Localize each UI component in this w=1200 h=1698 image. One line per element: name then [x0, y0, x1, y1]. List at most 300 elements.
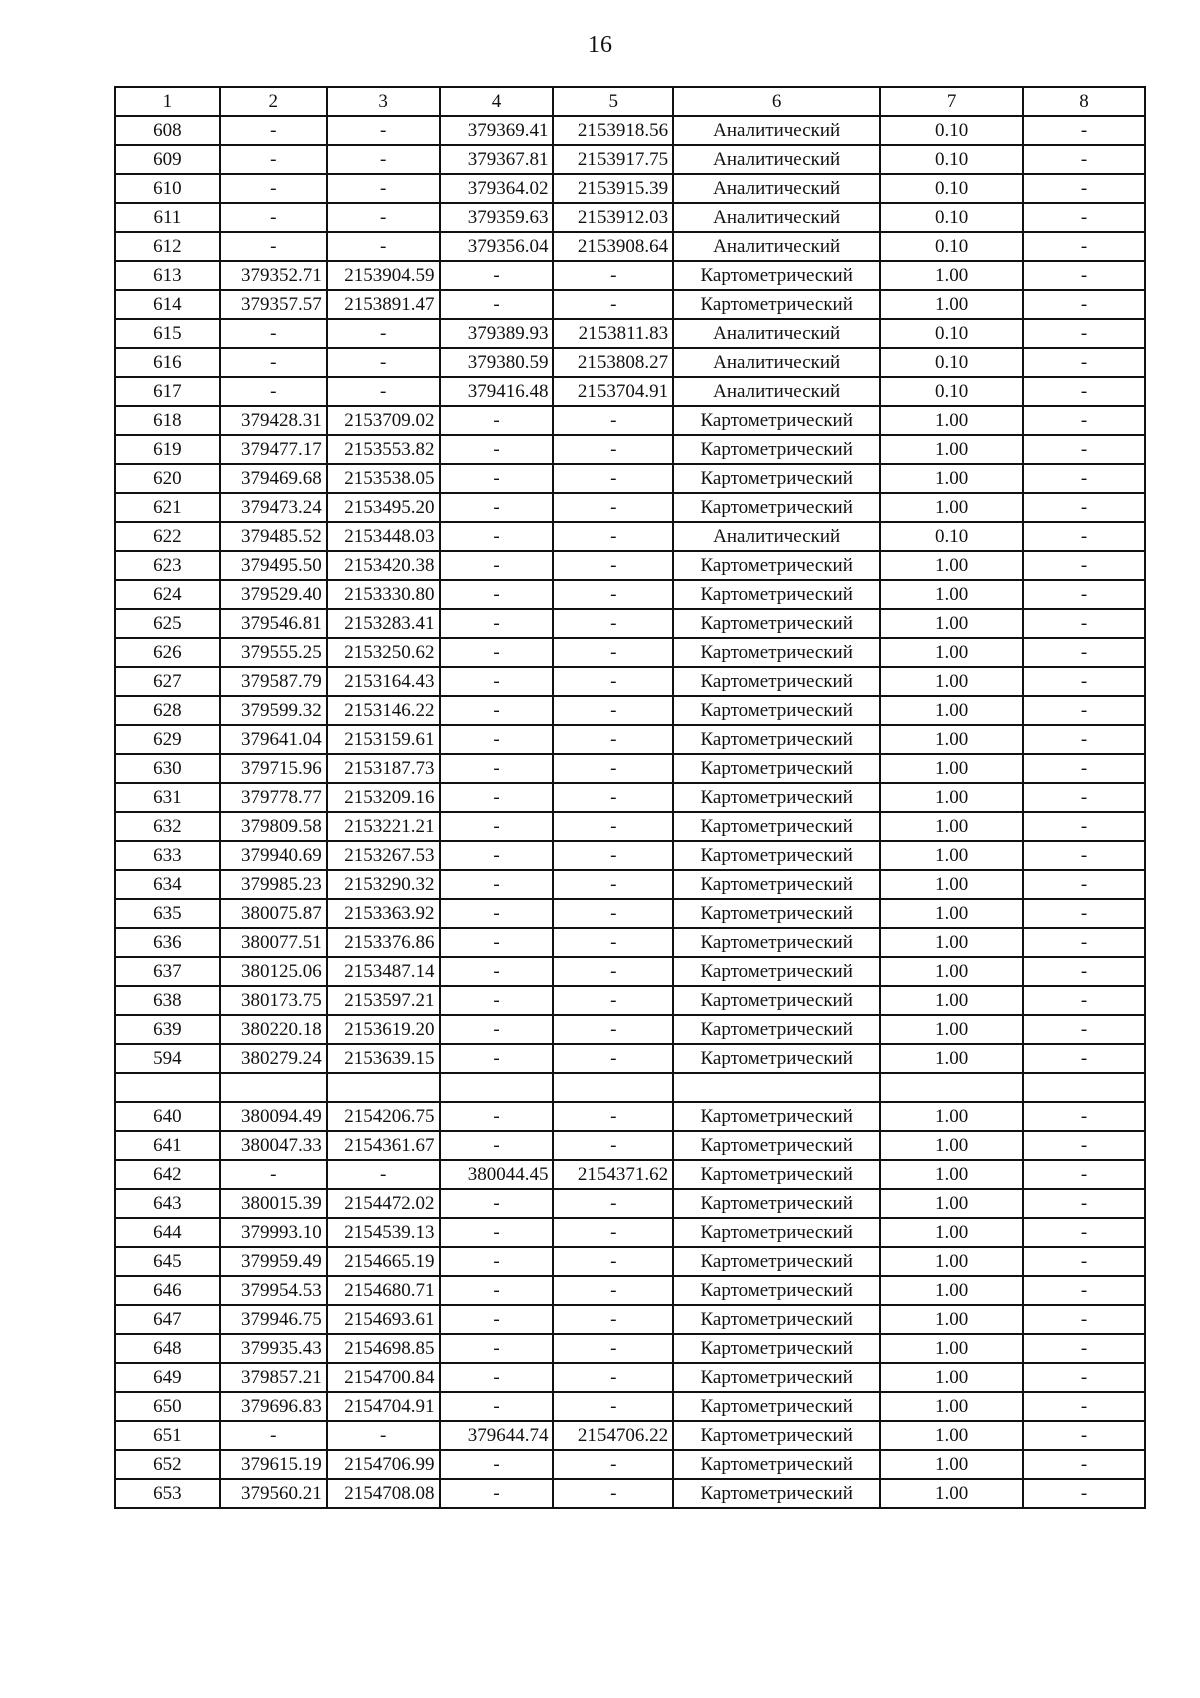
y-coord-alt-cell: -: [553, 290, 673, 319]
accuracy-cell: 1.00: [880, 1015, 1023, 1044]
method-cell: Аналитический: [673, 348, 880, 377]
accuracy-cell: 1.00: [880, 261, 1023, 290]
note-cell: -: [1023, 522, 1145, 551]
accuracy-cell: 0.10: [880, 348, 1023, 377]
y-coord-alt-cell: -: [553, 1363, 673, 1392]
y-coord-alt-cell: 2153917.75: [553, 145, 673, 174]
y-coord-alt-cell: 2154371.62: [553, 1160, 673, 1189]
method-cell: Картометрический: [673, 435, 880, 464]
x-coord-alt-cell: -: [440, 754, 554, 783]
note-cell: -: [1023, 145, 1145, 174]
point-number-cell: 633: [115, 841, 220, 870]
y-coord-alt-cell: 2153908.64: [553, 232, 673, 261]
x-coord-alt-cell: -: [440, 1102, 554, 1131]
y-coord-cell: 2154706.99: [327, 1450, 440, 1479]
method-cell: Аналитический: [673, 174, 880, 203]
y-coord-alt-cell: -: [553, 435, 673, 464]
y-coord-alt-cell: -: [553, 1334, 673, 1363]
method-cell: Картометрический: [673, 1392, 880, 1421]
accuracy-cell: 1.00: [880, 957, 1023, 986]
accuracy-cell: 0.10: [880, 319, 1023, 348]
note-cell: -: [1023, 754, 1145, 783]
point-number-cell: 617: [115, 377, 220, 406]
y-coord-cell: 2153221.21: [327, 812, 440, 841]
y-coord-alt-cell: 2153811.83: [553, 319, 673, 348]
x-coord-alt-cell: -: [440, 1334, 554, 1363]
table-row: [115, 348, 1145, 377]
method-cell: Картометрический: [673, 1305, 880, 1334]
note-cell: -: [1023, 841, 1145, 870]
y-coord-cell: 2153376.86: [327, 928, 440, 957]
note-cell: -: [1023, 638, 1145, 667]
y-coord-alt-cell: 2154706.22: [553, 1421, 673, 1450]
column-header: 1: [115, 87, 220, 116]
method-cell: Картометрический: [673, 638, 880, 667]
accuracy-cell: 1.00: [880, 551, 1023, 580]
y-coord-alt-cell: -: [553, 783, 673, 812]
x-coord-alt-cell: 380044.45: [440, 1160, 554, 1189]
x-coord-cell: -: [220, 1160, 327, 1189]
y-coord-cell: 2153250.62: [327, 638, 440, 667]
y-coord-cell: 2154472.02: [327, 1189, 440, 1218]
y-coord-alt-cell: 2153808.27: [553, 348, 673, 377]
note-cell: -: [1023, 1015, 1145, 1044]
column-header: 7: [880, 87, 1023, 116]
table-row: [115, 1218, 1145, 1247]
method-cell: Картометрический: [673, 1044, 880, 1073]
x-coord-cell: 379529.40: [220, 580, 327, 609]
table-row: [115, 1450, 1145, 1479]
note-cell: -: [1023, 261, 1145, 290]
point-number-cell: 620: [115, 464, 220, 493]
x-coord-cell: 379715.96: [220, 754, 327, 783]
y-coord-cell: 2153146.22: [327, 696, 440, 725]
note-cell: -: [1023, 1334, 1145, 1363]
x-coord-alt-cell: -: [440, 609, 554, 638]
x-coord-cell: 379809.58: [220, 812, 327, 841]
y-coord-cell: 2153597.21: [327, 986, 440, 1015]
y-coord-alt-cell: -: [553, 1015, 673, 1044]
table-row: [115, 1305, 1145, 1334]
note-cell: -: [1023, 1218, 1145, 1247]
accuracy-cell: 0.10: [880, 203, 1023, 232]
note-cell: -: [1023, 696, 1145, 725]
point-number-cell: 641: [115, 1131, 220, 1160]
y-coord-cell: 2153290.32: [327, 870, 440, 899]
x-coord-alt-cell: -: [440, 1450, 554, 1479]
x-coord-alt-cell: -: [440, 986, 554, 1015]
note-cell: -: [1023, 1160, 1145, 1189]
accuracy-cell: 1.00: [880, 1305, 1023, 1334]
method-cell: Картометрический: [673, 1218, 880, 1247]
y-coord-cell: 2153709.02: [327, 406, 440, 435]
method-cell: Картометрический: [673, 696, 880, 725]
point-number-cell: 635: [115, 899, 220, 928]
y-coord-cell: 2153420.38: [327, 551, 440, 580]
point-number-cell: 650: [115, 1392, 220, 1421]
note-cell: -: [1023, 986, 1145, 1015]
accuracy-cell: 1.00: [880, 290, 1023, 319]
method-cell: Аналитический: [673, 319, 880, 348]
table-row: [115, 899, 1145, 928]
point-number-cell: 652: [115, 1450, 220, 1479]
accuracy-cell: 1.00: [880, 812, 1023, 841]
x-coord-cell: 379587.79: [220, 667, 327, 696]
x-coord-alt-cell: -: [440, 1363, 554, 1392]
point-number-cell: 616: [115, 348, 220, 377]
method-cell: Картометрический: [673, 1479, 880, 1508]
point-number-cell: 638: [115, 986, 220, 1015]
method-cell: Картометрический: [673, 1247, 880, 1276]
y-coord-alt-cell: -: [553, 1276, 673, 1305]
note-cell: -: [1023, 870, 1145, 899]
note-cell: -: [1023, 464, 1145, 493]
x-coord-alt-cell: -: [440, 551, 554, 580]
y-coord-alt-cell: 2153915.39: [553, 174, 673, 203]
note-cell: -: [1023, 1479, 1145, 1508]
x-coord-alt-cell: -: [440, 1131, 554, 1160]
point-number-cell: 653: [115, 1479, 220, 1508]
note-cell: -: [1023, 290, 1145, 319]
table-row: [115, 1247, 1145, 1276]
y-coord-alt-cell: -: [553, 957, 673, 986]
accuracy-cell: 1.00: [880, 1247, 1023, 1276]
point-number-cell: 619: [115, 435, 220, 464]
y-coord-cell: 2154693.61: [327, 1305, 440, 1334]
method-cell: Картометрический: [673, 1102, 880, 1131]
y-coord-alt-cell: -: [553, 899, 673, 928]
point-number-cell: 621: [115, 493, 220, 522]
accuracy-cell: 0.10: [880, 174, 1023, 203]
x-coord-cell: 380015.39: [220, 1189, 327, 1218]
point-number-cell: 615: [115, 319, 220, 348]
table-row: [115, 609, 1145, 638]
y-coord-alt-cell: -: [553, 1044, 673, 1073]
table-row: [115, 1102, 1145, 1131]
note-cell: -: [1023, 1421, 1145, 1450]
accuracy-cell: 0.10: [880, 116, 1023, 145]
method-cell: Картометрический: [673, 957, 880, 986]
x-coord-alt-cell: -: [440, 1218, 554, 1247]
y-coord-cell: 2153487.14: [327, 957, 440, 986]
accuracy-cell: [880, 1073, 1023, 1102]
table-row: [115, 116, 1145, 145]
y-coord-cell: 2153187.73: [327, 754, 440, 783]
x-coord-cell: [220, 1073, 327, 1102]
x-coord-alt-cell: -: [440, 290, 554, 319]
table-row: [115, 1276, 1145, 1305]
note-cell: -: [1023, 1247, 1145, 1276]
y-coord-cell: 2153159.61: [327, 725, 440, 754]
point-number-cell: 637: [115, 957, 220, 986]
point-number-cell: 629: [115, 725, 220, 754]
table-row: [115, 1044, 1145, 1073]
y-coord-alt-cell: 2153704.91: [553, 377, 673, 406]
y-coord-cell: 2153538.05: [327, 464, 440, 493]
y-coord-alt-cell: -: [553, 725, 673, 754]
point-number-cell: 631: [115, 783, 220, 812]
x-coord-cell: -: [220, 348, 327, 377]
note-cell: -: [1023, 493, 1145, 522]
x-coord-alt-cell: -: [440, 841, 554, 870]
point-number-cell: 609: [115, 145, 220, 174]
x-coord-alt-cell: -: [440, 1479, 554, 1508]
table-row: [115, 667, 1145, 696]
y-coord-cell: -: [327, 145, 440, 174]
x-coord-alt-cell: -: [440, 870, 554, 899]
x-coord-cell: 379477.17: [220, 435, 327, 464]
method-cell: Картометрический: [673, 580, 880, 609]
y-coord-cell: 2154361.67: [327, 1131, 440, 1160]
x-coord-cell: 379485.52: [220, 522, 327, 551]
x-coord-alt-cell: -: [440, 261, 554, 290]
y-coord-cell: -: [327, 319, 440, 348]
point-number-cell: 611: [115, 203, 220, 232]
note-cell: -: [1023, 580, 1145, 609]
y-coord-cell: 2154680.71: [327, 1276, 440, 1305]
y-coord-cell: 2154698.85: [327, 1334, 440, 1363]
note-cell: -: [1023, 1044, 1145, 1073]
note-cell: -: [1023, 899, 1145, 928]
accuracy-cell: 1.00: [880, 870, 1023, 899]
accuracy-cell: 1.00: [880, 580, 1023, 609]
x-coord-cell: 379469.68: [220, 464, 327, 493]
method-cell: Картометрический: [673, 1131, 880, 1160]
accuracy-cell: 1.00: [880, 1218, 1023, 1247]
x-coord-cell: -: [220, 203, 327, 232]
method-cell: Картометрический: [673, 493, 880, 522]
method-cell: Картометрический: [673, 464, 880, 493]
note-cell: -: [1023, 116, 1145, 145]
accuracy-cell: 0.10: [880, 377, 1023, 406]
y-coord-cell: 2154665.19: [327, 1247, 440, 1276]
accuracy-cell: 1.00: [880, 667, 1023, 696]
accuracy-cell: 1.00: [880, 841, 1023, 870]
y-coord-alt-cell: -: [553, 1392, 673, 1421]
x-coord-alt-cell: -: [440, 899, 554, 928]
x-coord-cell: -: [220, 232, 327, 261]
y-coord-alt-cell: -: [553, 580, 673, 609]
method-cell: Картометрический: [673, 928, 880, 957]
table-row: [115, 580, 1145, 609]
accuracy-cell: 1.00: [880, 464, 1023, 493]
table-row: [115, 1189, 1145, 1218]
y-coord-alt-cell: -: [553, 1218, 673, 1247]
x-coord-alt-cell: -: [440, 957, 554, 986]
method-cell: Картометрический: [673, 667, 880, 696]
x-coord-cell: 379935.43: [220, 1334, 327, 1363]
note-cell: -: [1023, 1102, 1145, 1131]
table-row: [115, 406, 1145, 435]
method-cell: Картометрический: [673, 1421, 880, 1450]
x-coord-alt-cell: [440, 1073, 554, 1102]
accuracy-cell: 1.00: [880, 1392, 1023, 1421]
y-coord-cell: 2153891.47: [327, 290, 440, 319]
point-number-cell: 649: [115, 1363, 220, 1392]
y-coord-cell: [327, 1073, 440, 1102]
note-cell: -: [1023, 406, 1145, 435]
y-coord-cell: 2154539.13: [327, 1218, 440, 1247]
note-cell: -: [1023, 551, 1145, 580]
table-row: [115, 203, 1145, 232]
accuracy-cell: 1.00: [880, 1131, 1023, 1160]
accuracy-cell: 1.00: [880, 1450, 1023, 1479]
x-coord-cell: 380094.49: [220, 1102, 327, 1131]
note-cell: -: [1023, 319, 1145, 348]
x-coord-alt-cell: 379416.48: [440, 377, 554, 406]
x-coord-alt-cell: -: [440, 667, 554, 696]
accuracy-cell: 1.00: [880, 1479, 1023, 1508]
x-coord-alt-cell: -: [440, 783, 554, 812]
y-coord-cell: -: [327, 348, 440, 377]
column-header: 3: [327, 87, 440, 116]
method-cell: Картометрический: [673, 870, 880, 899]
accuracy-cell: 1.00: [880, 1160, 1023, 1189]
point-number-cell: 644: [115, 1218, 220, 1247]
accuracy-cell: 1.00: [880, 899, 1023, 928]
x-coord-cell: 379857.21: [220, 1363, 327, 1392]
point-number-cell: 622: [115, 522, 220, 551]
x-coord-alt-cell: -: [440, 812, 554, 841]
x-coord-cell: -: [220, 174, 327, 203]
method-cell: Картометрический: [673, 986, 880, 1015]
note-cell: -: [1023, 203, 1145, 232]
y-coord-alt-cell: -: [553, 1247, 673, 1276]
note-cell: -: [1023, 783, 1145, 812]
y-coord-cell: 2153619.20: [327, 1015, 440, 1044]
point-number-cell: 613: [115, 261, 220, 290]
x-coord-cell: -: [220, 145, 327, 174]
y-coord-alt-cell: -: [553, 261, 673, 290]
x-coord-alt-cell: 379367.81: [440, 145, 554, 174]
y-coord-cell: -: [327, 116, 440, 145]
x-coord-cell: 379959.49: [220, 1247, 327, 1276]
y-coord-alt-cell: -: [553, 1479, 673, 1508]
note-cell: -: [1023, 174, 1145, 203]
accuracy-cell: 1.00: [880, 1276, 1023, 1305]
x-coord-alt-cell: -: [440, 1189, 554, 1218]
table-row: [115, 1073, 1145, 1102]
table-row: [115, 290, 1145, 319]
method-cell: Картометрический: [673, 1160, 880, 1189]
x-coord-cell: 379546.81: [220, 609, 327, 638]
note-cell: -: [1023, 1305, 1145, 1334]
point-number-cell: 651: [115, 1421, 220, 1450]
y-coord-cell: -: [327, 232, 440, 261]
y-coord-cell: 2153448.03: [327, 522, 440, 551]
y-coord-alt-cell: -: [553, 522, 673, 551]
x-coord-alt-cell: -: [440, 1044, 554, 1073]
y-coord-alt-cell: -: [553, 1305, 673, 1334]
y-coord-alt-cell: -: [553, 1450, 673, 1479]
point-number-cell: 624: [115, 580, 220, 609]
table-row: [115, 1421, 1145, 1450]
y-coord-cell: 2153330.80: [327, 580, 440, 609]
x-coord-alt-cell: -: [440, 1392, 554, 1421]
y-coord-cell: -: [327, 377, 440, 406]
accuracy-cell: 1.00: [880, 928, 1023, 957]
x-coord-alt-cell: 379369.41: [440, 116, 554, 145]
point-number-cell: 612: [115, 232, 220, 261]
page-number: 16: [588, 32, 612, 58]
x-coord-cell: 379357.57: [220, 290, 327, 319]
x-coord-cell: -: [220, 377, 327, 406]
x-coord-alt-cell: -: [440, 1015, 554, 1044]
method-cell: Картометрический: [673, 725, 880, 754]
note-cell: -: [1023, 928, 1145, 957]
accuracy-cell: 1.00: [880, 1044, 1023, 1073]
note-cell: -: [1023, 1276, 1145, 1305]
x-coord-cell: 379560.21: [220, 1479, 327, 1508]
y-coord-cell: -: [327, 203, 440, 232]
point-number-cell: 608: [115, 116, 220, 145]
y-coord-alt-cell: 2153912.03: [553, 203, 673, 232]
point-number-cell: 646: [115, 1276, 220, 1305]
accuracy-cell: 1.00: [880, 986, 1023, 1015]
x-coord-cell: 379940.69: [220, 841, 327, 870]
note-cell: -: [1023, 957, 1145, 986]
y-coord-alt-cell: -: [553, 551, 673, 580]
y-coord-cell: 2153553.82: [327, 435, 440, 464]
method-cell: Картометрический: [673, 1450, 880, 1479]
x-coord-cell: 379946.75: [220, 1305, 327, 1334]
point-number-cell: 642: [115, 1160, 220, 1189]
x-coord-cell: 379696.83: [220, 1392, 327, 1421]
x-coord-cell: 380077.51: [220, 928, 327, 957]
point-number-cell: 627: [115, 667, 220, 696]
table-row: [115, 725, 1145, 754]
method-cell: Картометрический: [673, 261, 880, 290]
table-row: [115, 435, 1145, 464]
table-row: [115, 812, 1145, 841]
y-coord-alt-cell: -: [553, 1131, 673, 1160]
accuracy-cell: 1.00: [880, 493, 1023, 522]
table-row: [115, 1015, 1145, 1044]
x-coord-alt-cell: -: [440, 696, 554, 725]
method-cell: Картометрический: [673, 1276, 880, 1305]
x-coord-alt-cell: -: [440, 638, 554, 667]
note-cell: -: [1023, 725, 1145, 754]
x-coord-cell: 380125.06: [220, 957, 327, 986]
method-cell: Картометрический: [673, 1334, 880, 1363]
x-coord-alt-cell: -: [440, 406, 554, 435]
accuracy-cell: 1.00: [880, 725, 1023, 754]
method-cell: Картометрический: [673, 406, 880, 435]
method-cell: Картометрический: [673, 1363, 880, 1392]
y-coord-cell: 2154708.08: [327, 1479, 440, 1508]
x-coord-cell: -: [220, 1421, 327, 1450]
x-coord-alt-cell: -: [440, 928, 554, 957]
y-coord-alt-cell: -: [553, 696, 673, 725]
method-cell: Картометрический: [673, 812, 880, 841]
x-coord-alt-cell: -: [440, 464, 554, 493]
method-cell: Картометрический: [673, 783, 880, 812]
note-cell: -: [1023, 1392, 1145, 1421]
x-coord-cell: 379473.24: [220, 493, 327, 522]
point-number-cell: 623: [115, 551, 220, 580]
accuracy-cell: 0.10: [880, 232, 1023, 261]
accuracy-cell: 1.00: [880, 754, 1023, 783]
x-coord-cell: -: [220, 319, 327, 348]
accuracy-cell: 1.00: [880, 1189, 1023, 1218]
point-number-cell: 636: [115, 928, 220, 957]
point-number-cell: [115, 1073, 220, 1102]
point-number-cell: 618: [115, 406, 220, 435]
y-coord-cell: 2153363.92: [327, 899, 440, 928]
accuracy-cell: 1.00: [880, 696, 1023, 725]
x-coord-cell: 379352.71: [220, 261, 327, 290]
y-coord-cell: 2153904.59: [327, 261, 440, 290]
